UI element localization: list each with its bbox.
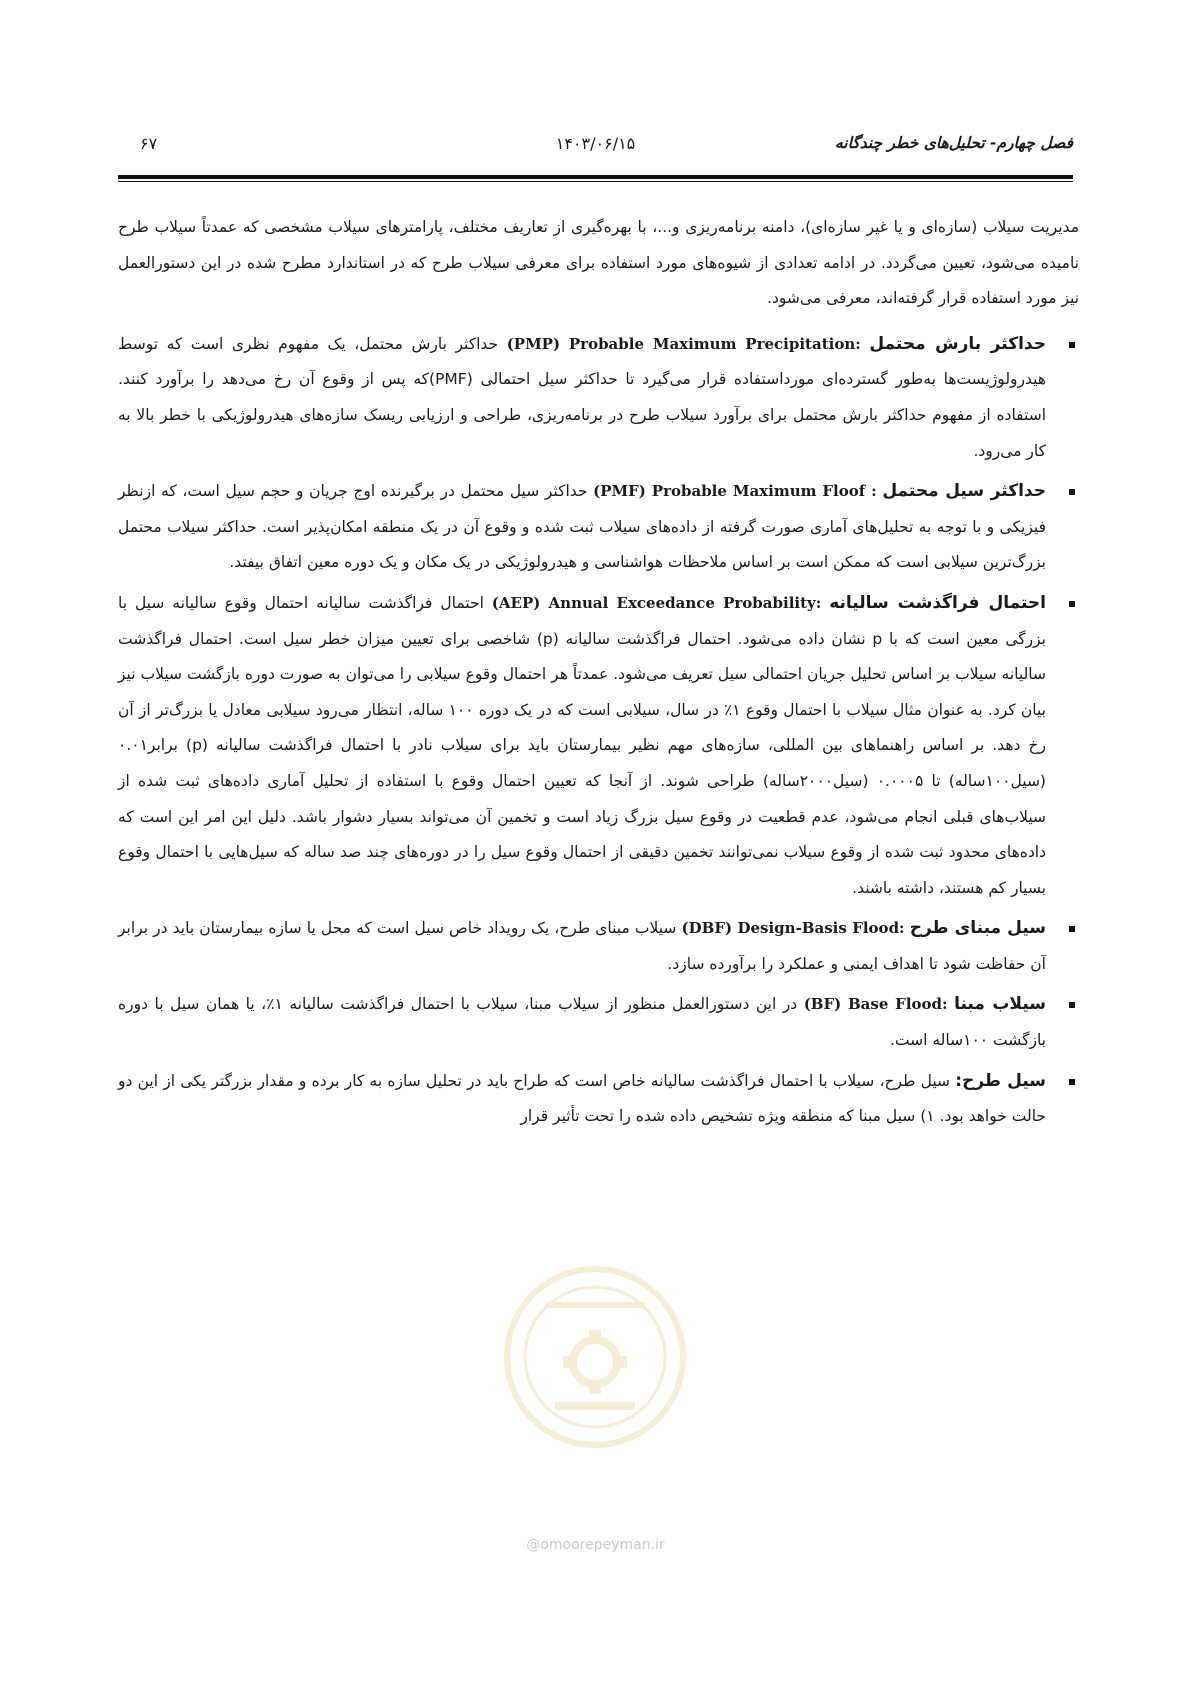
term-definition: در این دستورالعمل منظور از سیلاب مبنا، سیلاب با احتمال فراگذشت سالیانه ۱٪، یا همان سیل با دوره بازگشت ۱۰۰ساله است. xyxy=(118,995,1046,1050)
term-persian: سیل طرح: xyxy=(955,1070,1046,1091)
bullet-icon xyxy=(1069,489,1075,495)
term-english: (PMP) Probable Maximum Precipitation: xyxy=(506,334,861,353)
list-item-pmp xyxy=(118,327,1079,469)
list-item-aep xyxy=(118,586,1079,906)
term-definition: حداکثر سیل محتمل در برگیرنده اوج جریان و حجم سیل است، که ازنظر فیزیکی و با توجه به تحلیل‌های آماری صورت گرفته از داده‌های سیلاب ثبت شده و وقوع آن در یک منطقه امکان‌پذیر است. حداکثر سیلاب محتمل بزرگ‌ترین سیلابی است که ممکن است بر اساس ملاحظات هواشناسی و هیدرولوژیکی در یک مکان و یک دوره معین اتفاق بیفتد. xyxy=(118,482,1046,572)
term-english: (AEP) Annual Exceedance Probability: xyxy=(491,593,822,612)
term-definition: سیلاب مبنای طرح، یک رویداد خاص سیل است که محل یا سازه بیمارستان باید در برابر آن حفاظت شود تا اهداف ایمنی و عملکرد را برآورده سازد. xyxy=(118,919,1046,973)
bullet-icon xyxy=(1069,342,1075,348)
bullet-icon xyxy=(1069,926,1075,932)
term-definition: احتمال فراگذشت سالیانه احتمال وقوع سالیانه سیل با بزرگی معین است که با p نشان داده می‌شود. احتمال فراگذشت سالیانه (p) شاخصی برای تعیین میزان خطر سیل است. احتمال فراگذشت سالیانه سیلاب بر اساس تحلیل جریان احتمالی سیل تعریف می‌شود. عمدتاً هر احتمال وقوع سیلابی را می‌توان به صورت دوره بازگشت سیلاب نیز بیان کرد. به عنوان مثال سیلاب با احتمال وقوع ۱٪ در سال، سیلابی است که در یک دوره ۱۰۰ ساله، انتظار می‌رود سیلابی معادل یا بزرگ‌تر از آن رخ دهد. بر اساس راهنماهای بین المللی، سازه‌های مهم نظیر بیمارستان باید برای سیلاب نادر با احتمال فراگذشت سالیانه (p) برابر۰.۰۱ (سیل۱۰۰ساله) تا ۰.۰۰۰۵ (سیل۲۰۰۰ساله) طراحی شوند. از آنجا که تعیین احتمال وقوع با استفاده از تحلیل آماری داده‌های ثبت شده از سیلاب‌های قبلی انجام می‌شود، عدم قطعیت در وقوع سیل بزرگ زیاد است و تخمین آن می‌تواند بسیار دشوار باشد. دلیل این امر این است که داده‌های محدود ثبت شده از وقوع سیلاب نمی‌توانند تخمین دقیقی از احتمال وقوع سیل را در دوره‌های چند صد ساله که سیل‌هایی با احتمال وقوع بسیار کم هستند، داشته باشند. xyxy=(118,593,1046,897)
term-definition: سیل طرح، سیلاب با احتمال فراگذشت سالیانه خاص است که طراح باید در تحلیل سازه به کار برده و مقدار بزرگتر یکی از این دو حالت خواهد بود. ۱) سیل مبنا که منطقه ویژه تشخیص داده شده را تحت تأثیر قرار xyxy=(118,1071,1046,1126)
term-english: (PMF) Probable Maximum Floof : xyxy=(593,482,877,501)
header-date: ۱۴۰۳/۰۶/۱۵ xyxy=(555,134,636,153)
intro-paragraph: مدیریت سیلاب (سازه‌ای و یا غیر سازه‌ای)، دامنه برنامه‌ریزی و...، با بهره‌گیری از تعاریف مختلف، پارامترهای سیلاب مشخصی که عمدتاً سیلاب طرح نامیده می‌شود، تعیین می‌گردد. در ادامه تعدادی از شیوه‌های مورد استفاده برای معرفی سیلاب طرح که در استاندارد مطرح شده در این دستورالعمل نیز مورد استفاده قرار گرفته‌اند، معرفی می‌شود. xyxy=(118,218,1079,308)
term-persian: حداکثر سیل محتمل xyxy=(882,481,1046,502)
header-rule xyxy=(118,175,1073,179)
bullet-icon xyxy=(1069,601,1075,607)
definitions-list xyxy=(118,327,1079,1135)
bullet-icon xyxy=(1069,1002,1075,1008)
term-persian: حداکثر بارش محتمل xyxy=(869,333,1046,354)
term-persian: سیل مبنای طرح xyxy=(909,918,1046,939)
page-body xyxy=(118,210,1079,1140)
list-item-pmf xyxy=(118,474,1079,581)
watermark-url: @omoorepeyman.ir xyxy=(526,1537,665,1553)
page-number: ۶۷ xyxy=(140,134,158,153)
term-persian: سیلاب مبنا xyxy=(954,994,1046,1015)
watermark-seal-icon xyxy=(500,1262,690,1452)
list-item-bf xyxy=(118,987,1079,1058)
chapter-title: فصل چهارم- تحلیل‌های خطر چندگانه xyxy=(834,134,1073,152)
term-english: (BF) Base Flood: xyxy=(803,995,948,1014)
header-rule-thin xyxy=(118,181,1073,182)
term-definition: حداکثر بارش محتمل، یک مفهوم نظری است که توسط هیدرولوژیست‌ها به‌طور گسترده‌ای مورداستفاده قرار می‌گیرد تا حداکثر سیل احتمالی (PMF)که پس از وقوع آن رخ می‌دهد را برآورد کنند. استفاده از مفهوم حداکثر بارش محتمل برای برآورد سیلاب طرح در برنامه‌ریزی، طراحی و ارزیابی ریسک سازه‌های هیدرولوژیکی با خطر بالا به کار می‌رود. xyxy=(118,334,1046,460)
term-english: (DBF) Design-Basis Flood: xyxy=(681,919,905,938)
list-item-dbf xyxy=(118,911,1079,982)
page-header xyxy=(118,128,1073,164)
term-persian: احتمال فراگذشت سالیانه xyxy=(829,592,1047,613)
bullet-icon xyxy=(1069,1079,1075,1085)
list-item-design-flood xyxy=(118,1064,1079,1135)
